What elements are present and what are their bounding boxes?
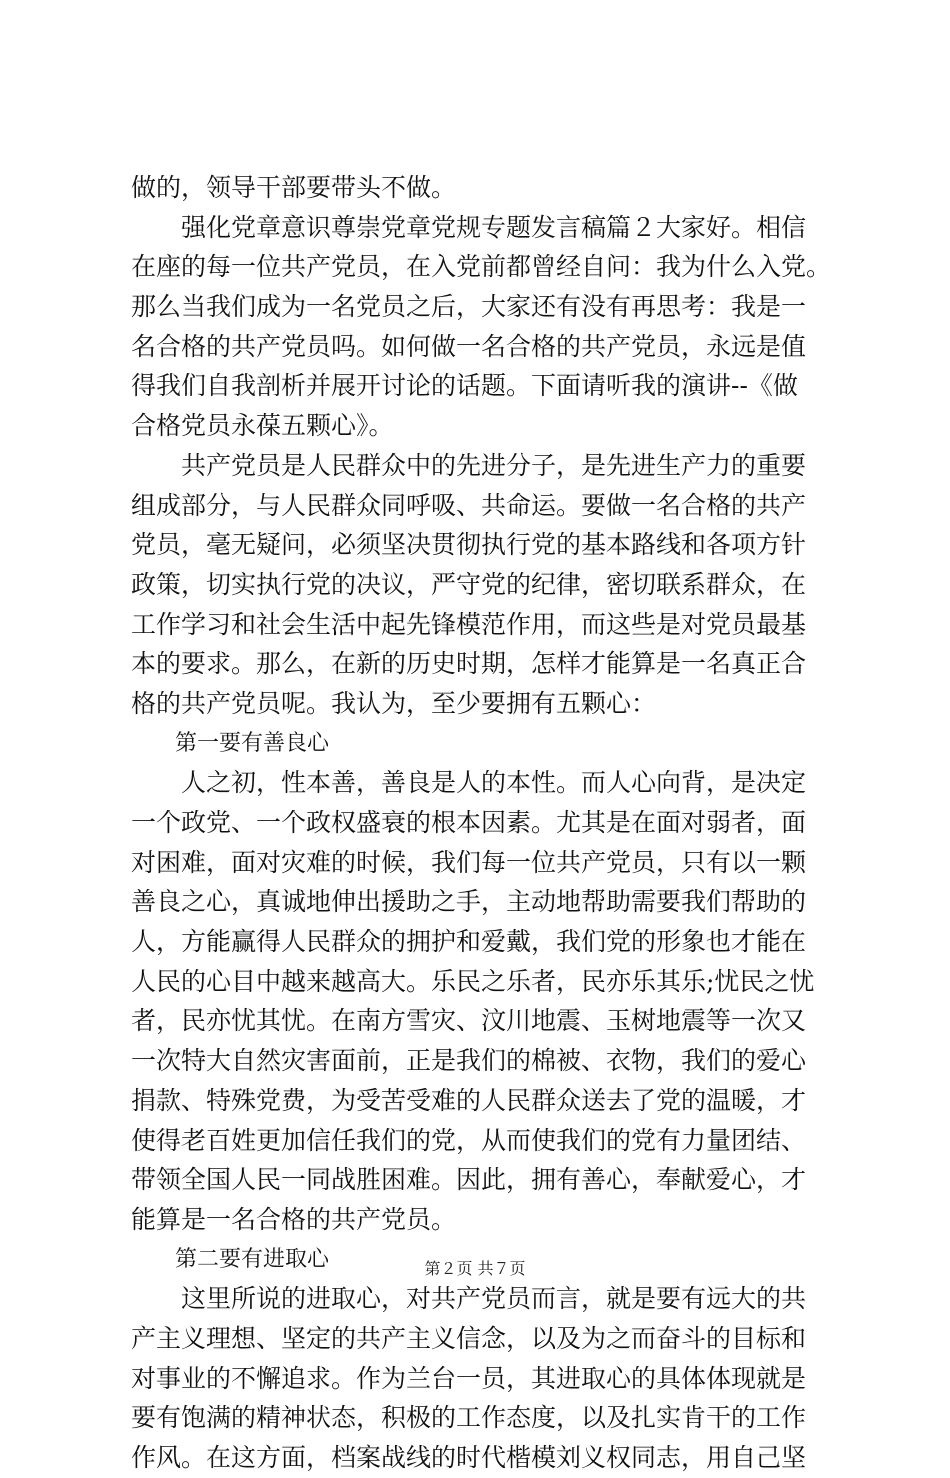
paragraph-start-line: 这里所说的进取心，对共产党员而言，就是要有远大的共 (131, 1284, 807, 1314)
page-footer: 第２页 共７页 (424, 1259, 526, 1278)
paragraph-start-line: 人之初，性本善，善良是人的本性。而人心向背，是决定 (131, 768, 807, 798)
section-heading-first: 第一要有善良心 (131, 730, 330, 756)
text-line: 对事业的不懈追求。作为兰台一员，其进取心的具体体现就是 (131, 1363, 807, 1393)
text-line: 人，方能赢得人民群众的拥护和爱戴，我们党的形象也才能在 (131, 927, 807, 957)
text-line: 合格党员永葆五颗心》。 (131, 411, 394, 441)
paragraph-start-line: 共产党员是人民群众中的先进分子，是先进生产力的重要 (131, 450, 807, 480)
text-line: 在座的每一位共产党员，在入党前都曾经自问：我为什么入党。 (131, 252, 832, 282)
text-line: 能算是一名合格的共产党员。 (131, 1204, 457, 1234)
text-line: 者，民亦忧其忧。在南方雪灾、汶川地震、玉树地震等一次又 (131, 1006, 807, 1036)
text-line: 组成部分，与人民群众同呼吸、共命运。要做一名合格的共产 (131, 490, 807, 520)
text-line: 一个政党、一个政权盛衰的根本因素。尤其是在面对弱者，面 (131, 808, 807, 837)
text-line: 做的，领导干部要带头不做。 (131, 173, 457, 202)
paragraph-start-line: 强化党章意识尊崇党章党规专题发言稿篇２大家好。相信 (131, 212, 807, 242)
text-line: 一次特大自然灾害面前，正是我们的棉被、衣物，我们的爱心 (131, 1046, 807, 1076)
text-line: 对困难，面对灾难的时候，我们每一位共产党员，只有以一颗 (131, 847, 807, 877)
text-line: 要有饱满的精神状态，积极的工作态度，以及扎实肯干的工作 (131, 1403, 807, 1433)
text-line: 那么当我们成为一名党员之后，大家还有没有再思考：我是一 (131, 292, 807, 322)
text-line: 格的共产党员呢。我认为，至少要拥有五颗心： (131, 688, 657, 718)
text-line: 作风。在这方面，档案战线的时代楷模刘义权同志，用自己坚 (131, 1443, 807, 1472)
text-line: 产主义理想、坚定的共产主义信念，以及为之而奋斗的目标和 (131, 1323, 807, 1353)
text-line: 工作学习和社会生活中起先锋模范作用，而这些是对党员最基 (131, 609, 807, 639)
text-line: 善良之心，真诚地伸出援助之手，主动地帮助需要我们帮助的 (131, 887, 807, 917)
text-line: 党员，毫无疑问，必须坚决贯彻执行党的基本路线和各项方针 (131, 530, 807, 560)
text-line: 得我们自我剖析并展开讨论的话题。下面请听我的演讲--《做 (131, 371, 798, 401)
section-heading-second: 第二要有进取心 (131, 1246, 330, 1272)
text-line: 人民的心目中越来越高大。乐民之乐者，民亦乐其乐;忧民之忧 (131, 966, 815, 996)
text-line: 政策，切实执行党的决议，严守党的纪律，密切联系群众，在 (131, 569, 807, 599)
text-line: 名合格的共产党员吗。如何做一名合格的共产党员，永远是值 (131, 331, 807, 361)
text-line: 带领全国人民一同战胜困难。因此，拥有善心，奉献爱心，才 (131, 1165, 807, 1195)
text-line: 捐款、特殊党费，为受苦受难的人民群众送去了党的温暖，才 (131, 1085, 807, 1115)
text-line: 使得老百姓更加信任我们的党，从而使我们的党有力量团结、 (131, 1125, 807, 1155)
text-line: 本的要求。那么，在新的历史时期，怎样才能算是一名真正合 (131, 649, 807, 679)
document-body (131, 168, 831, 1478)
